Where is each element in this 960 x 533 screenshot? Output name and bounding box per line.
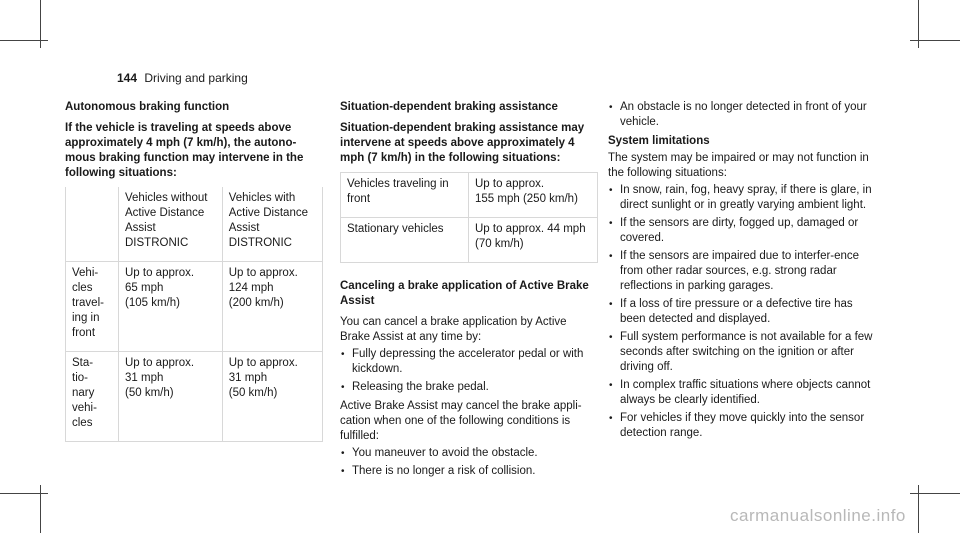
list-item: • Fully depressing the accelerator pedal or with kickdown. bbox=[341, 348, 584, 375]
bullet-icon: • bbox=[341, 349, 345, 360]
list-item: • An obstacle is no longer detected in front of your vehicle. bbox=[609, 101, 867, 128]
list-item: • If the sensors are impaired due to interfer-ence from other radar sources, e.g. strong radar reflections in parking garages. bbox=[609, 250, 860, 292]
list-item: • If the sensors are dirty, fogged up, damaged or covered. bbox=[609, 217, 859, 244]
cancel-list bbox=[340, 347, 598, 395]
list-item: • For vehicles if they move quickly into the sensor detection range. bbox=[609, 412, 865, 439]
watermark: carmanualsonline.info bbox=[730, 506, 906, 525]
column-system-limitations bbox=[608, 100, 878, 445]
limits-list bbox=[608, 183, 878, 441]
crop-mark bbox=[0, 40, 48, 41]
crop-mark bbox=[910, 493, 960, 494]
column-autonomous-braking bbox=[65, 100, 323, 442]
section-title: Driving and parking bbox=[144, 71, 248, 85]
bullet-icon: • bbox=[609, 413, 613, 424]
heading-autonomous-braking: Autonomous braking function bbox=[65, 101, 230, 113]
list-item: • There is no longer a risk of collision. bbox=[341, 465, 536, 477]
table-cell bbox=[66, 187, 119, 262]
table-cell: Up to approx. 44 mph (70 km/h) bbox=[469, 218, 598, 263]
table-row bbox=[66, 262, 323, 352]
table-header-cell: Vehicles without Active Distance Assist DISTRONIC bbox=[119, 187, 223, 262]
table-cell: Sta- tio- nary vehi- cles bbox=[66, 352, 119, 442]
list-item: • You maneuver to avoid the obstacle. bbox=[341, 447, 538, 459]
bullet-icon: • bbox=[609, 218, 613, 229]
autonomous-braking-lead: If the vehicle is traveling at speeds above approximately 4 mph (7 km/h), the autono-mous braking function may intervene in the following situations: bbox=[65, 122, 304, 179]
table-cell: Up to approx. 65 mph (105 km/h) bbox=[119, 262, 223, 352]
cancel-text-2: Active Brake Assist may cancel the brake appli-cation when one of the following conditions is fulfilled: bbox=[340, 400, 582, 442]
cancel-text: You can cancel a brake application by Active Brake Assist at any time by: bbox=[340, 316, 567, 343]
cancel-list-2 bbox=[340, 446, 598, 479]
table-row bbox=[341, 218, 598, 263]
bullet-icon: • bbox=[609, 185, 613, 196]
list-item: • Releasing the brake pedal. bbox=[341, 381, 489, 393]
bullet-icon: • bbox=[609, 251, 613, 262]
page-number: 144 bbox=[117, 71, 138, 85]
table-row bbox=[341, 173, 598, 218]
limits-text: The system may be impaired or may not function in the following situations: bbox=[608, 152, 869, 179]
crop-mark bbox=[910, 40, 960, 41]
heading-situation-braking: Situation-dependent braking assistance bbox=[340, 101, 558, 113]
heading-cancel-brake: Canceling a brake application of Active Brake Assist bbox=[340, 280, 589, 307]
bullet-icon: • bbox=[341, 466, 345, 477]
list-item: • In snow, rain, fog, heavy spray, if there is glare, in direct sunlight or in greatly varying ambient light. bbox=[609, 184, 872, 211]
crop-mark bbox=[0, 493, 48, 494]
table-cell: Vehicles traveling in front bbox=[341, 173, 469, 218]
table-cell: Up to approx. 155 mph (250 km/h) bbox=[469, 173, 598, 218]
speed-table-autonomous bbox=[65, 187, 323, 442]
bullet-icon: • bbox=[341, 448, 345, 459]
list-item: • In complex traffic situations where objects cannot always be clearly identified. bbox=[609, 379, 871, 406]
table-row bbox=[66, 352, 323, 442]
heading-system-limitations: System limitations bbox=[608, 135, 710, 147]
bullet-icon: • bbox=[341, 382, 345, 393]
table-cell: Vehi- cles travel- ing in front bbox=[66, 262, 119, 352]
table-cell: Up to approx. 124 mph (200 km/h) bbox=[222, 262, 322, 352]
speed-table-situation bbox=[340, 172, 598, 263]
list-item: • If a loss of tire pressure or a defective tire has been detected and displayed. bbox=[609, 298, 853, 325]
table-row bbox=[66, 187, 323, 262]
bullet-icon: • bbox=[609, 380, 613, 391]
list-item: • Full system performance is not available for a few seconds after switching on the ignition or after driving off. bbox=[609, 331, 873, 373]
bullet-icon: • bbox=[609, 102, 613, 113]
continued-list bbox=[608, 100, 878, 130]
situation-braking-lead: Situation-dependent braking assistance may intervene at speeds above approximately 4 mph (7 km/h) in the following situations: bbox=[340, 122, 585, 164]
bullet-icon: • bbox=[609, 299, 613, 310]
table-cell: Up to approx. 31 mph (50 km/h) bbox=[119, 352, 223, 442]
page-header bbox=[117, 71, 248, 86]
table-cell: Up to approx. 31 mph (50 km/h) bbox=[222, 352, 322, 442]
table-cell: Stationary vehicles bbox=[341, 218, 469, 263]
bullet-icon: • bbox=[609, 332, 613, 343]
column-situation-braking bbox=[340, 100, 598, 483]
table-header-cell: Vehicles with Active Distance Assist DISTRONIC bbox=[222, 187, 322, 262]
